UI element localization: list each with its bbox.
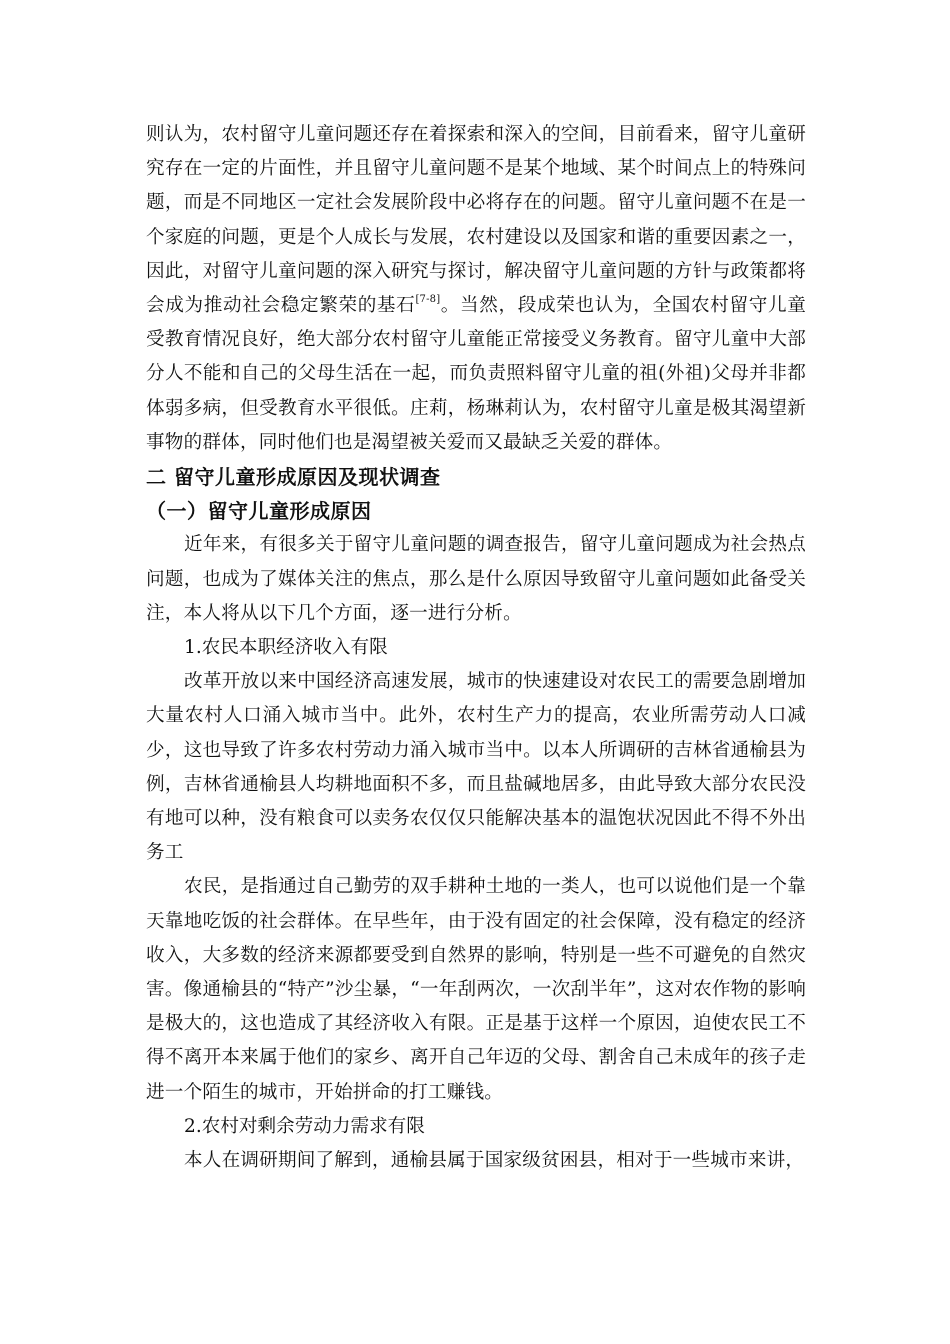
numbered-subheading: 1.农民本职经济收入有限 — [184, 637, 388, 659]
citation-reference: [7-8] — [415, 294, 441, 306]
paragraph-text: 则认为，农村留守儿童问题还存在着探索和深入的空间，目前看来，留守儿童研究存在一定的片面性，并且留守儿童问题不是某个地域、某个时间点上的特殊问题，而是不同地区一定社会发展阶段中必将存在的问题。留守儿童问题不在是一个家庭的问题，更是个人成长与发展，农村建设以及国家和谐的重要因素之一，因此，对留守儿童问题的深入研究与探讨，解决留守儿童问题的方针与政策都将会成为推动社会稳定繁荣的基石 — [146, 124, 806, 317]
paragraph-literature-review — [146, 118, 806, 460]
document-body — [146, 118, 806, 1178]
section-heading: 二 留守儿童形成原因及现状调查 — [146, 465, 441, 490]
paragraph-labor-demand: 本人在调研期间了解到，通榆县属于国家级贫困县，相对于一些城市来讲， — [184, 1150, 805, 1172]
paragraph-text: 。当然，段成荣也认为，全国农村留守儿童受教育情况良好，绝大部分农村留守儿童能正常接受义务教育。留守儿童中大部分人不能和自己的父母生活在一起，而负责照料留守儿童的祖(外祖)父母并非都体弱多病，但受教育水平很低。庄莉，杨琳莉认为，农村留守儿童是极其渴望新事物的群体，同时他们也是渴望被关爱而又最缺乏关爱的群体。 — [146, 295, 806, 453]
paragraph-economy: 改革开放以来中国经济高速发展，城市的快速建设对农民工的需要急剧增加大量农村人口涌入城市当中。此外，农村生产力的提高，农业所需劳动人口减少，这也导致了许多农村劳动力涌入城市当中。以本人所调研的吉林省通榆县为例，吉林省通榆县人均耕地面积不多，而且盐碱地居多，由此导致大部分农民没有地可以种，没有粮食可以卖务农仅仅只能解决基本的温饱状况因此不得不外出务工 — [146, 671, 806, 864]
paragraph-farmers: 农民，是指通过自己勤劳的双手耕种土地的一类人，也可以说他们是一个靠天靠地吃饭的社会群体。在早些年，由于没有固定的社会保障，没有稳定的经济收入，大多数的经济来源都要受到自然界的影响，特别是一些不可避免的自然灾害。像通榆县的“特产”沙尘暴，“一年刮两次，一次刮半年”，这对农作物的影响是极大的，这也造成了其经济收入有限。正是基于这样一个原因，迫使农民工不得不离开本来属于他们的家乡、离开自己年迈的父母、割舍自己未成年的孩子走进一个陌生的城市，开始拼命的打工赚钱。 — [146, 876, 806, 1103]
numbered-subheading: 2.农村对剩余劳动力需求有限 — [184, 1115, 425, 1137]
subsection-heading: （一）留守儿童形成原因 — [146, 499, 372, 524]
paragraph-intro: 近年来，有很多关于留守儿童问题的调查报告，留守儿童问题成为社会热点问题，也成为了媒体关注的焦点，那么是什么原因导致留守儿童问题如此备受关注，本人将从以下几个方面，逐一进行分析。 — [146, 534, 806, 624]
